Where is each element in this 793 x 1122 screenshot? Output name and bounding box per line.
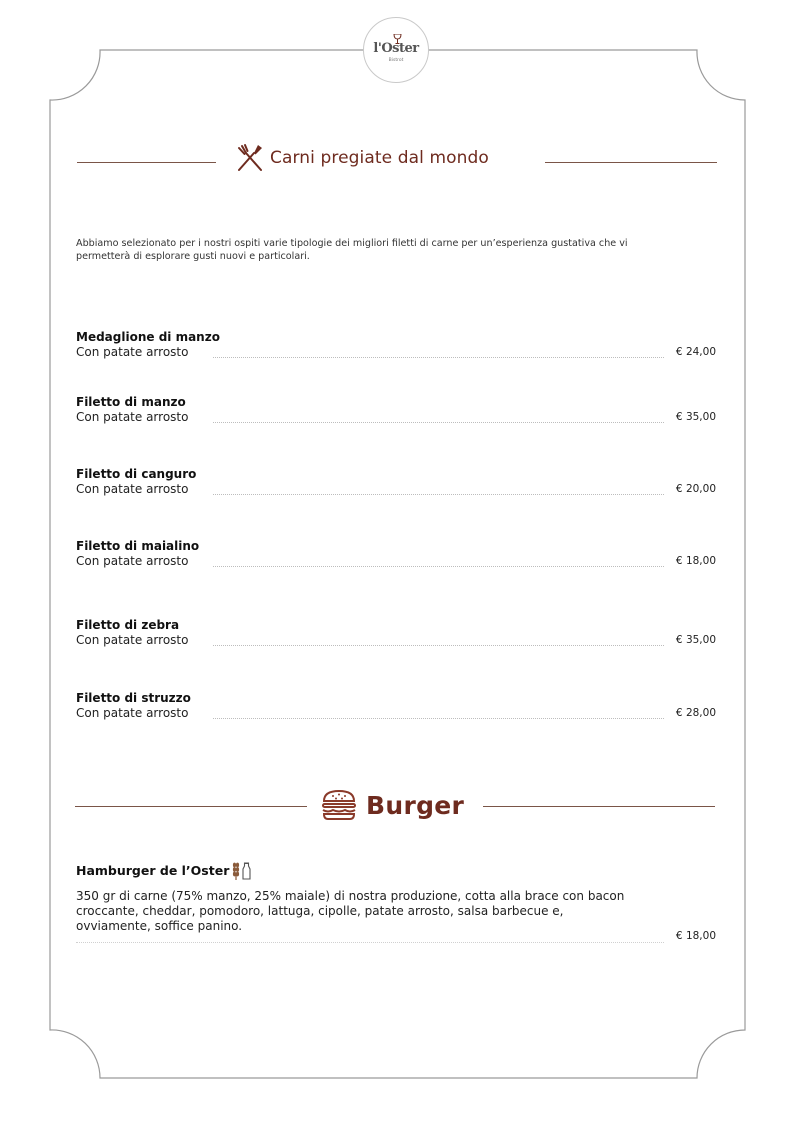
milk-icon	[242, 862, 251, 880]
menu-item	[76, 539, 716, 569]
item-price: € 35,00	[675, 411, 716, 423]
item-price: € 18,00	[675, 930, 716, 942]
section1-title: Carni pregiate dal mondo	[270, 148, 489, 168]
menu-item	[76, 618, 716, 648]
section1-rule-left	[77, 162, 216, 163]
item-price: € 28,00	[675, 707, 716, 719]
section1-intro: Abbiamo selezionato per i nostri ospiti varie tipologie dei migliori filetti di carne per un’esperienza gustativa che vi permetterà di esplorare gusti nuovi e particolari.	[76, 238, 628, 262]
section2-title: Burger	[366, 790, 465, 820]
burger-name-row	[76, 862, 716, 880]
item-name: Hamburger de l’Oster	[76, 863, 230, 878]
logo-subtext: Bistrot	[388, 57, 404, 63]
item-desc: Con patate arrosto	[76, 482, 192, 497]
logo-text: l'Oster	[373, 40, 419, 56]
fork-knife-icon	[236, 143, 264, 173]
item-name: Filetto di struzzo	[76, 691, 191, 705]
section2-rule-right	[483, 806, 715, 807]
item-name: Medaglione di manzo	[76, 330, 220, 344]
item-desc: Con patate arrosto	[76, 633, 192, 648]
item-price: € 35,00	[675, 634, 716, 646]
leader-dots	[213, 566, 664, 567]
item-name: Filetto di manzo	[76, 395, 186, 409]
item-desc: Con patate arrosto	[76, 410, 192, 425]
leader-dots	[213, 645, 664, 646]
item-desc: Con patate arrosto	[76, 706, 192, 721]
leader-dots	[213, 718, 664, 719]
item-price: € 18,00	[675, 555, 716, 567]
item-price: € 20,00	[675, 483, 716, 495]
item-name: Filetto di maialino	[76, 539, 200, 553]
item-desc: Con patate arrosto	[76, 554, 192, 569]
section2-rule-left	[75, 806, 307, 807]
menu-item	[76, 691, 716, 721]
burger-icon	[320, 789, 358, 821]
item-name: Filetto di canguro	[76, 467, 197, 481]
menu-item	[76, 467, 716, 497]
leader-dots	[213, 494, 664, 495]
restaurant-logo	[363, 17, 429, 83]
menu-item-burger	[76, 862, 716, 942]
item-desc: 350 gr di carne (75% manzo, 25% maiale) di nostra produzione, cotta alla brace con bacon croccante, cheddar, pomodoro, lattuga, cipolle, patate arrosto, salsa barbecue e, ovviamente, soffice panino.	[76, 889, 625, 933]
menu-item	[76, 330, 716, 360]
menu-item	[76, 395, 716, 425]
leader-dots	[213, 357, 664, 358]
section2-header	[320, 786, 464, 824]
section1-rule-right	[545, 162, 717, 163]
wine-glass-icon	[393, 34, 402, 44]
leader-dots	[213, 422, 664, 423]
gluten-icon	[232, 862, 240, 880]
item-price: € 24,00	[675, 346, 716, 358]
item-name: Filetto di zebra	[76, 618, 180, 632]
item-desc: Con patate arrosto	[76, 345, 192, 360]
leader-dots	[76, 942, 664, 943]
section1-header	[236, 142, 489, 174]
